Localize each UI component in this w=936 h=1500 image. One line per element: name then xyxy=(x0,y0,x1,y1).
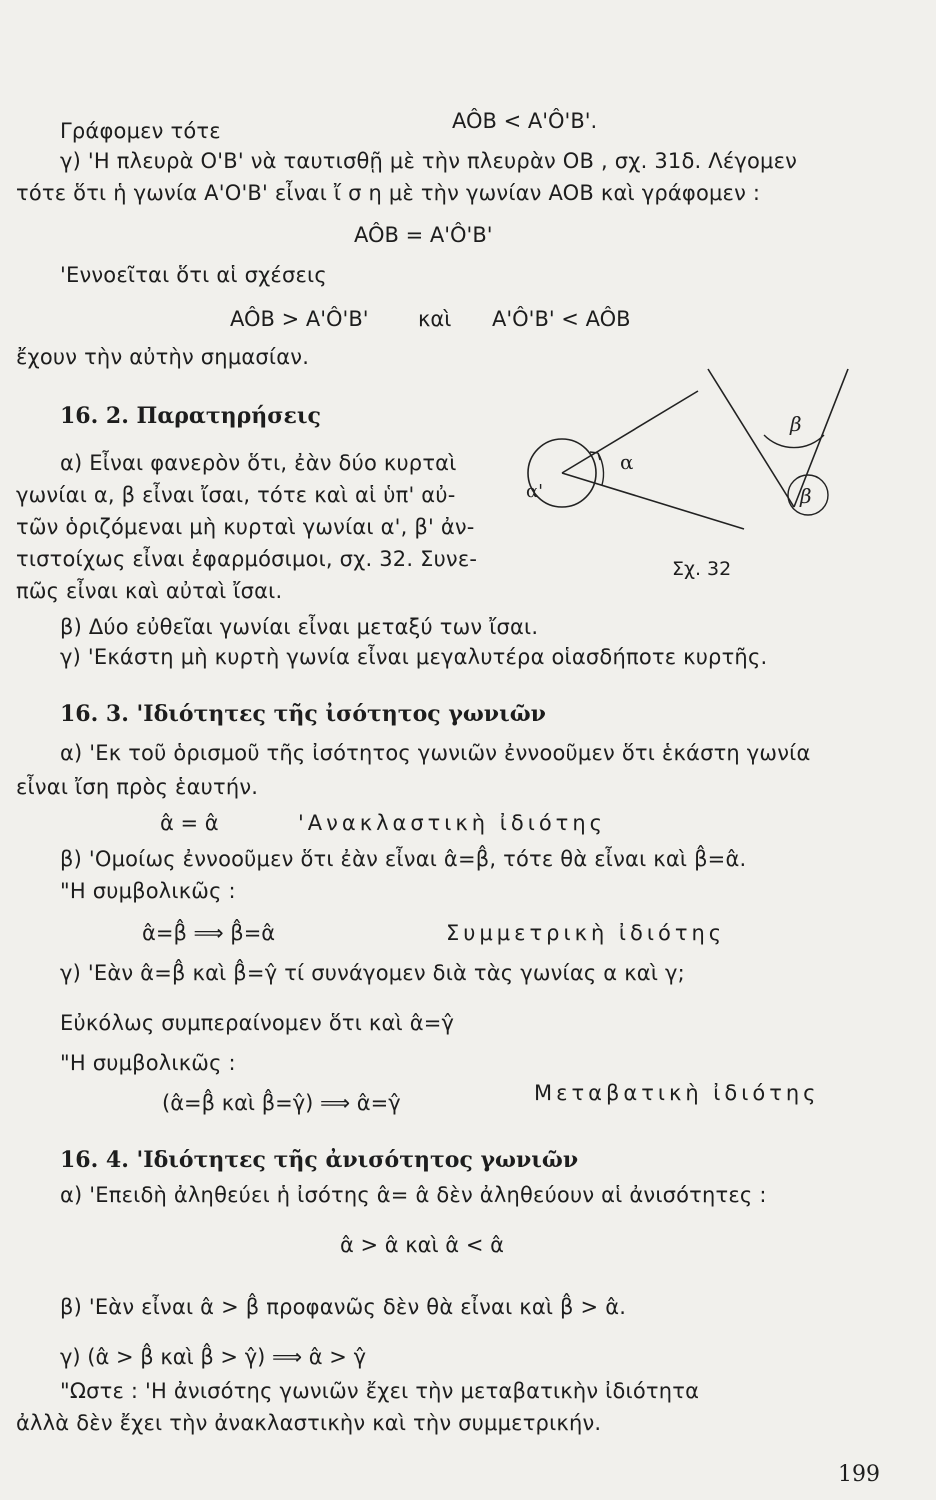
text-line: β) 'Ομοίως ἐννοοῦμεν ὅτι ἐὰν εἶναι α̂=β̂, τότε θὰ εἶναι καὶ β̂=α̂. xyxy=(60,847,747,871)
text-line: γ) 'Εὰν α̂=β̂ καὶ β̂=γ̂ τί συνάγομεν διὰ τὰς γωνίας α καὶ γ; xyxy=(60,961,685,985)
angle-figure xyxy=(528,365,864,590)
equation: AÔB = A'Ô'B' xyxy=(354,223,493,247)
section-heading: 16. 3. 'Ιδιότητες τῆς ἰσότητος γωνιῶν xyxy=(60,701,546,727)
equation: γ) (α̂ > β̂ καὶ β̂ > γ̂) ⟹ α̂ > γ̂ xyxy=(60,1345,366,1369)
equation: AÔB < A'Ô'B'. xyxy=(452,109,598,133)
angle-arc xyxy=(764,435,824,448)
text-line: 'Εννοεῖται ὅτι αἱ σχέσεις xyxy=(60,263,327,287)
text-line: α) 'Εκ τοῦ ὁρισμοῦ τῆς ἰσότητος γωνιῶν ἐννοοῦμεν ὅτι ἑκάστη γωνία xyxy=(60,741,811,765)
figure-caption: Σχ. 32 xyxy=(672,558,732,580)
text-line: γωνίαι α, β εἶναι ἴσαι, τότε καὶ αἱ ὑπ' αὐ- xyxy=(16,483,456,507)
text-line: γ) 'Εκάστη μὴ κυρτὴ γωνία εἶναι μεγαλυτέρα οἱασδήποτε κυρτῆς. xyxy=(60,645,768,669)
text-line: γ) 'Η πλευρὰ O'B' νὰ ταυτισθῇ μὲ τὴν πλευρὰν OB , σχ. 31δ. Λέγομεν xyxy=(60,149,798,173)
property-name: Συμμετρικὴ ἰδιότης xyxy=(446,921,726,945)
text-line: α) Εἶναι φανερὸν ὅτι, ἐὰν δύο κυρταὶ xyxy=(60,451,457,475)
property-name: Μεταβατικὴ ἰδιότης xyxy=(534,1081,820,1105)
text-line: Γράφομεν τότε xyxy=(60,119,221,143)
equation: (α̂=β̂ καὶ β̂=γ̂) ⟹ α̂=γ̂ xyxy=(162,1091,401,1115)
text-line: τότε ὅτι ἡ γωνία A'O'B' εἶναι ἴ σ η μὲ τὴν γωνίαν AOB καὶ γράφομεν : xyxy=(16,181,761,205)
equation: AÔB > A'Ô'B' xyxy=(230,307,369,331)
angle-ray xyxy=(708,369,794,507)
text-line: "Η συμβολικῶς : xyxy=(60,1051,236,1075)
angle-label-a: α xyxy=(620,450,634,474)
text-line: ἀλλὰ δὲν ἔχει τὴν ἀνακλαστικὴν καὶ τὴν συμμετρικήν. xyxy=(16,1411,602,1435)
text-line: τῶν ὁριζόμεναι μὴ κυρταὶ γωνίαι α', β' ἀν- xyxy=(16,515,475,539)
text-line: "Ωστε : 'Η ἀνισότης γωνιῶν ἔχει τὴν μεταβατικὴν ἰδιότητα xyxy=(60,1379,700,1403)
equation-connector: καὶ xyxy=(418,307,452,331)
text-line: ἔχουν τὴν αὐτὴν σημασίαν. xyxy=(16,345,310,369)
text-line: εἶναι ἴση πρὸς ἑαυτήν. xyxy=(16,775,259,799)
equation: A'Ô'B' < AÔB xyxy=(492,307,631,331)
equation: α̂=β̂ ⟹ β̂=α̂ xyxy=(142,921,276,945)
angle-label-b2: β xyxy=(800,484,812,508)
text-line: α) 'Επειδὴ ἀληθεύει ἡ ἰσότης α̂= α̂ δὲν ἀληθεύουν αἱ ἀνισότητες : xyxy=(60,1183,767,1207)
angle-label-a-prime: α' xyxy=(526,481,544,502)
section-heading: 16. 4. 'Ιδιότητες τῆς ἀνισότητος γωνιῶν xyxy=(60,1147,579,1173)
text-line: β) 'Εὰν εἶναι α̂ > β̂ προφανῶς δὲν θὰ εἶναι καὶ β̂ > α̂. xyxy=(60,1295,627,1319)
text-line: τιστοίχως εἶναι ἐφαρμόσιμοι, σχ. 32. Συνε- xyxy=(16,547,478,571)
equation: α̂ = α̂ xyxy=(160,811,219,835)
equation: α̂ > α̂ καὶ α̂ < α̂ xyxy=(340,1233,504,1257)
text-line: Εὐκόλως συμπεραίνομεν ὅτι καὶ α̂=γ̂ xyxy=(60,1011,455,1035)
text-line: β) Δύο εὐθεῖαι γωνίαι εἶναι μεταξύ των ἴσαι. xyxy=(60,615,539,639)
text-line: "Η συμβολικῶς : xyxy=(60,879,236,903)
angle-label-b: β xyxy=(790,412,802,436)
angle-ray xyxy=(562,473,744,529)
property-name: 'Ανακλαστικὴ ἰδιότης xyxy=(298,811,606,835)
text-line: πῶς εἶναι καὶ αὐταὶ ἴσαι. xyxy=(16,579,283,603)
page-number: 199 xyxy=(838,1462,880,1487)
section-heading: 16. 2. Παρατηρήσεις xyxy=(60,403,321,429)
